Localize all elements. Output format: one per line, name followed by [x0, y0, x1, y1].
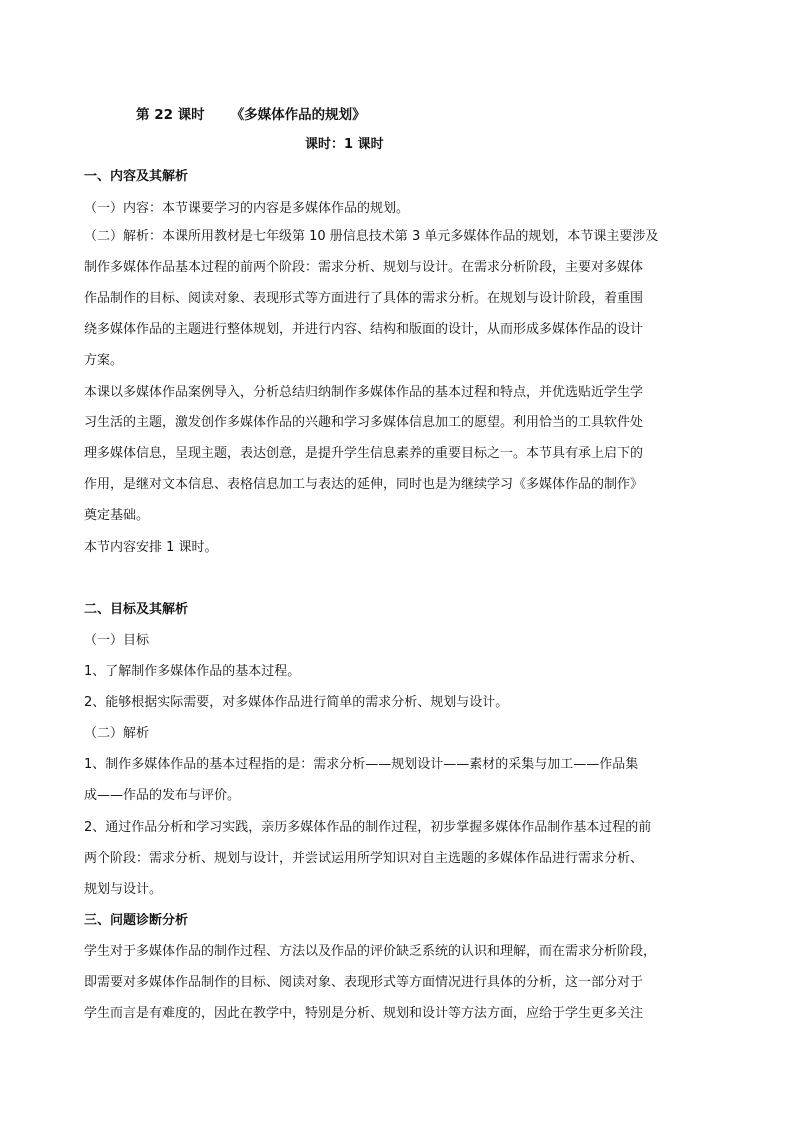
paragraph-line: 绕多媒体作品的主题进行整体规划，并进行内容、结构和版面的设计，从而形成多媒体作品的设计	[84, 322, 644, 337]
paragraph-line: （二）解析：本课所用教材是七年级第 10 册信息技术第 3 单元多媒体作品的规划，本节课主要涉及	[84, 229, 659, 244]
paragraph-line: 本节内容安排 1 课时。	[84, 540, 218, 555]
paragraph-line: 学生对于多媒体作品的制作过程、方法以及作品的评价缺乏系统的认识和理解，而在需求分析阶段，	[84, 944, 657, 959]
paragraph-line: 2、通过作品分析和学习实践，亲历多媒体作品的制作过程，初步掌握多媒体作品制作基本过程的前	[84, 820, 652, 835]
paragraph-line: 两个阶段：需求分析、规划与设计，并尝试运用所学知识对自主选题的多媒体作品进行需求分析、	[84, 851, 644, 866]
paragraph-line: 规划与设计。	[84, 882, 163, 897]
paragraph-line: 习生活的主题，激发创作多媒体作品的兴趣和学习多媒体信息加工的愿望。利用恰当的工具软件处	[84, 415, 644, 430]
paragraph-line: 1、制作多媒体作品的基本过程指的是：需求分析——规划设计——素材的采集与加工——作品集	[84, 757, 639, 772]
paragraph-line: 作用，是继对文本信息、表格信息加工与表达的延伸，同时也是为继续学习《多媒体作品的制作》	[84, 477, 644, 492]
paragraph-line: 理多媒体信息，呈现主题，表达创意，是提升学生信息素养的重要目标之一。本节具有承上启下的	[84, 446, 644, 461]
lesson-number: 第 22 课时	[136, 107, 205, 123]
paragraph-line: 学生而言是有难度的，因此在教学中，特别是分析、规划和设计等方法方面，应给于学生更多关注	[84, 1006, 644, 1021]
paragraph-line: 方案。	[84, 353, 124, 368]
section2-heading: 二、目标及其解析	[84, 602, 189, 617]
paragraph-line: （二）解析	[84, 726, 150, 741]
section3-heading: 三、问题诊断分析	[84, 913, 189, 928]
class-hours: 课时：1 课时	[305, 137, 384, 152]
paragraph-line: 1、了解制作多媒体作品的基本过程。	[84, 664, 301, 679]
paragraph-line: 成——作品的发布与评价。	[84, 788, 241, 803]
paragraph-line: 奠定基础。	[84, 508, 150, 523]
paragraph-line: 本课以多媒体作品案例导入，分析总结归纳制作多媒体作品的基本过程和特点，并优选贴近学生学	[84, 385, 644, 400]
lesson-title-line	[136, 103, 366, 123]
paragraph-line: 2、能够根据实际需要，对多媒体作品进行简单的需求分析、规划与设计。	[84, 695, 509, 710]
paragraph-line: 作品制作的目标、阅读对象、表现形式等方面进行了具体的需求分析。在规划与设计阶段，着重围	[84, 291, 644, 306]
paragraph-line: （一）目标	[84, 633, 150, 648]
paragraph-line: （一）内容：本节课要学习的内容是多媒体作品的规划。	[84, 201, 410, 216]
paragraph-line: 制作多媒体作品基本过程的前两个阶段：需求分析、规划与设计。在需求分析阶段，主要对多媒体	[84, 260, 644, 275]
lesson-title: 《多媒体作品的规划》	[230, 107, 366, 123]
paragraph-line: 即需要对多媒体作品制作的目标、阅读对象、表现形式等方面情况进行具体的分析，这一部分对于	[84, 975, 644, 990]
section1-heading: 一、内容及其解析	[84, 169, 189, 184]
